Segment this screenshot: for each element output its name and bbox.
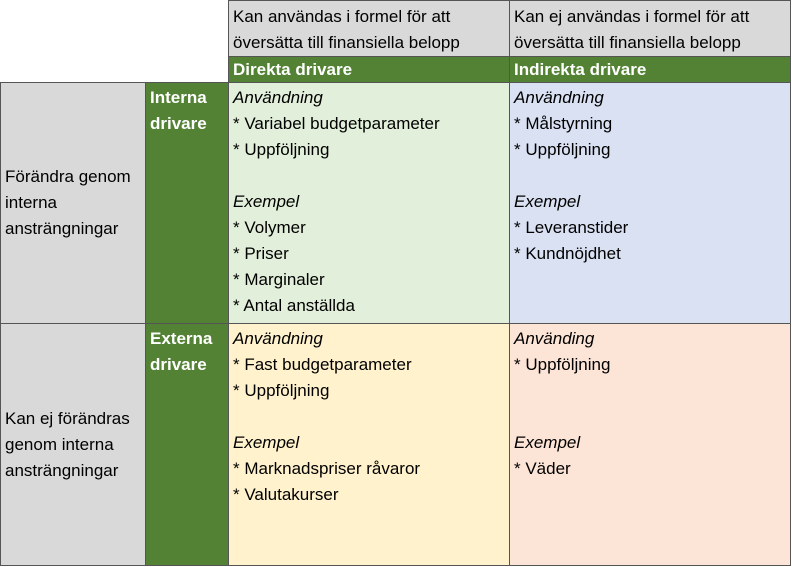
row-external-driver-label bbox=[145, 323, 229, 566]
spacer bbox=[233, 163, 505, 189]
header-indirect-description bbox=[509, 0, 791, 57]
row-internal-side-label-text: Förändra genom interna ansträngningar bbox=[5, 167, 131, 238]
usage-title: Användning bbox=[514, 88, 604, 107]
usage-title: Använding bbox=[514, 329, 595, 348]
header-direct-label bbox=[228, 56, 510, 83]
row-external-side-label-text: Kan ej förändras genom interna ansträngningar bbox=[5, 408, 130, 480]
spacer bbox=[514, 378, 786, 404]
spacer bbox=[514, 404, 786, 430]
external-indirect-cell bbox=[509, 323, 791, 566]
usage-item: * Fast budgetparameter bbox=[233, 355, 412, 374]
example-title: Exempel bbox=[233, 433, 300, 452]
usage-title: Användning bbox=[233, 88, 323, 107]
usage-item: * Uppföljning bbox=[514, 140, 611, 159]
header-direct-description-text: Kan användas i formel för att översätta till finansiella belopp bbox=[233, 7, 460, 52]
example-item: * Priser bbox=[233, 244, 289, 263]
row-internal-driver-label-text: Interna drivare bbox=[150, 88, 207, 133]
example-item: * Väder bbox=[514, 459, 571, 478]
example-title: Exempel bbox=[514, 192, 581, 211]
usage-title: Användning bbox=[233, 329, 323, 348]
usage-item: * Målstyrning bbox=[514, 114, 613, 133]
example-item: * Leveranstider bbox=[514, 218, 629, 237]
internal-indirect-cell bbox=[509, 82, 791, 324]
usage-item: * Uppföljning bbox=[233, 140, 330, 159]
example-item: * Valutakurser bbox=[233, 485, 339, 504]
example-item: * Kundnöjdhet bbox=[514, 244, 621, 263]
internal-direct-cell bbox=[228, 82, 510, 324]
example-item: * Volymer bbox=[233, 218, 306, 237]
header-indirect-label-text: Indirekta drivare bbox=[514, 60, 647, 79]
header-direct-description bbox=[228, 0, 510, 57]
example-item: * Marknadspriser råvaror bbox=[233, 459, 421, 478]
spacer bbox=[514, 163, 786, 189]
row-external-driver-label-text: Externa drivare bbox=[150, 329, 213, 374]
usage-item: * Variabel budgetparameter bbox=[233, 114, 440, 133]
header-indirect-description-text: Kan ej användas i formel för att översätta till finansiella belopp bbox=[514, 7, 750, 52]
example-title: Exempel bbox=[233, 192, 300, 211]
usage-item: * Uppföljning bbox=[514, 355, 611, 374]
row-external-side-label bbox=[0, 323, 146, 566]
header-indirect-label bbox=[509, 56, 791, 83]
usage-item: * Uppföljning bbox=[233, 381, 330, 400]
header-direct-label-text: Direkta drivare bbox=[233, 60, 353, 79]
example-item: * Antal anställda bbox=[233, 296, 355, 315]
example-item: * Marginaler bbox=[233, 270, 325, 289]
external-direct-cell bbox=[228, 323, 510, 566]
example-title: Exempel bbox=[514, 433, 581, 452]
row-internal-side-label bbox=[0, 82, 146, 324]
spacer bbox=[233, 404, 505, 430]
row-internal-driver-label bbox=[145, 82, 229, 324]
